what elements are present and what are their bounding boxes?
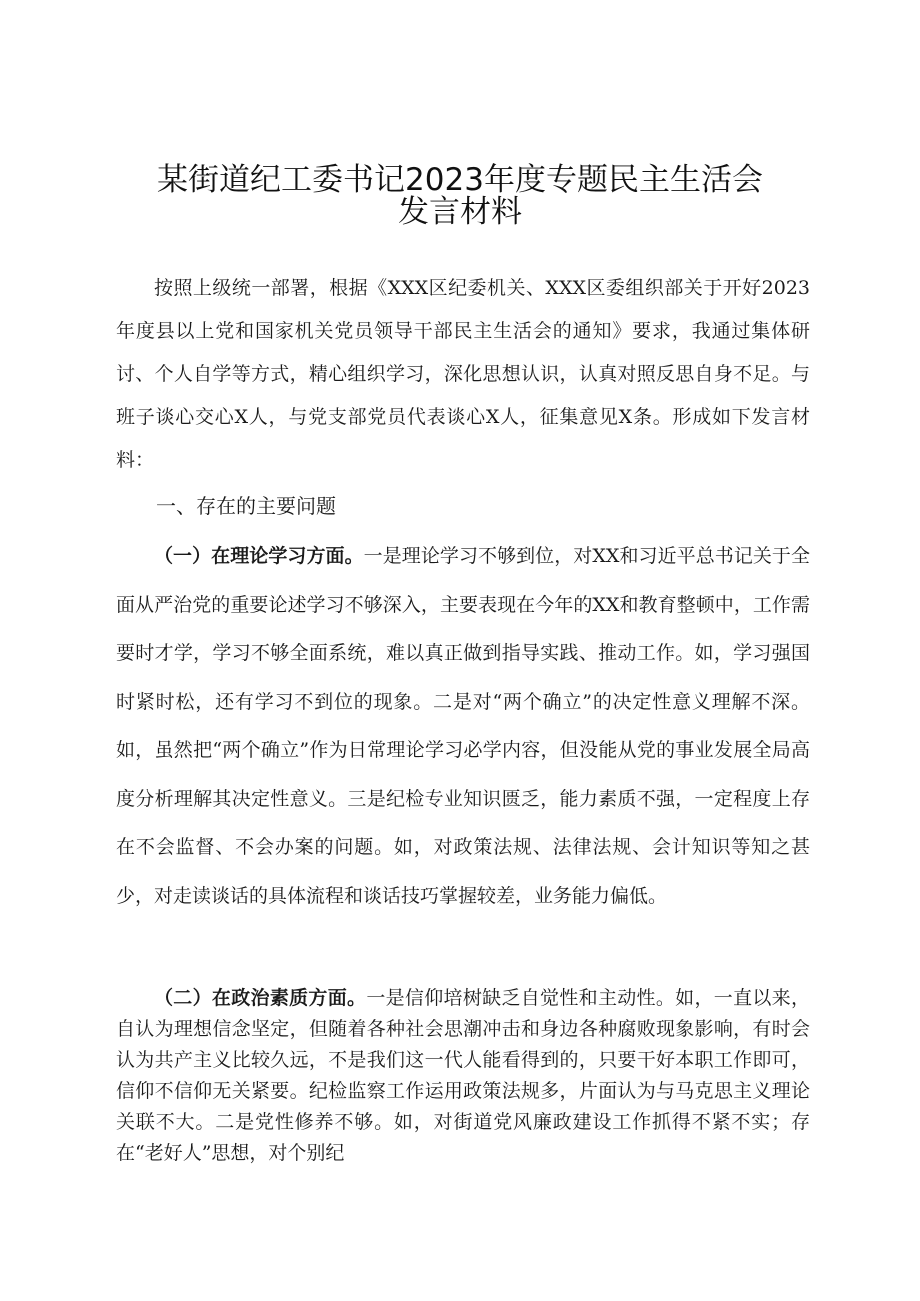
subheading-political-quality: （二）在政治素质方面。 — [154, 987, 367, 1009]
paragraph-political-quality-body: 一是信仰培树缺乏自觉性和主动性。如，一直以来，自认为理想信念坚定，但随着各种社会思潮冲击和身边各种腐败现象影响，有时会认为共产主义比较久远，不是我们这一代人能看得到的，只要干好本职工作即可，信仰不信仰无关紧要。纪检监察工作运用政策法规多，片面认为与马克思主义理论关联不大。二是党性修养不够。如，对街道党风廉政建设工作抓得不紧不实；存在“老好人”思想，对个别纪 — [116, 987, 810, 1164]
document-title-line-1: 某街道纪工委书记2023年度专题民主生活会 — [157, 162, 763, 198]
document-title-line-2: 发言材料 — [398, 194, 522, 230]
paragraph-theory-study-body: 一是理论学习不够到位，对XX和习近平总书记关于全面从严治党的重要论述学习不够深入，主要表现在今年的XX和教育整顿中，工作需要时才学，学习不够全面系统，难以真正做到指导实践、推动工作。如，学习强国时紧时松，还有学习不到位的现象。二是对“两个确立”的决定性意义理解不深。如，虽然把“两个确立”作为日常理论学习必学内容，但没能从党的事业发展全局高度分析理解其决定性意义。三是纪检专业知识匮乏，能力素质不强，一定程度上存在不会监督、不会办案的问题。如，对政策法规、法律法规、会计知识等知之甚少，对走读谈话的具体流程和谈话技巧掌握较差，业务能力偏低。 — [116, 545, 810, 907]
subheading-theory-study: （一）在理论学习方面。 — [154, 545, 364, 567]
paragraph-theory-study — [116, 532, 810, 920]
intro-paragraph: 按照上级统一部署，根据《XXX区纪委机关、XXX区委组织部关于开好2023年度县以上党和国家机关党员领导干部民主生活会的通知》要求，我通过集体研讨、个人自学等方式，精心组织学习，深化思想认识，认真对照反思自身不足。与班子谈心交心X人，与党支部党员代表谈心X人，征集意见X条。形成如下发言材料： — [116, 277, 810, 471]
paragraph-political-quality — [116, 983, 810, 1169]
section-heading-main-problems: 一、存在的主要问题 — [156, 494, 336, 518]
